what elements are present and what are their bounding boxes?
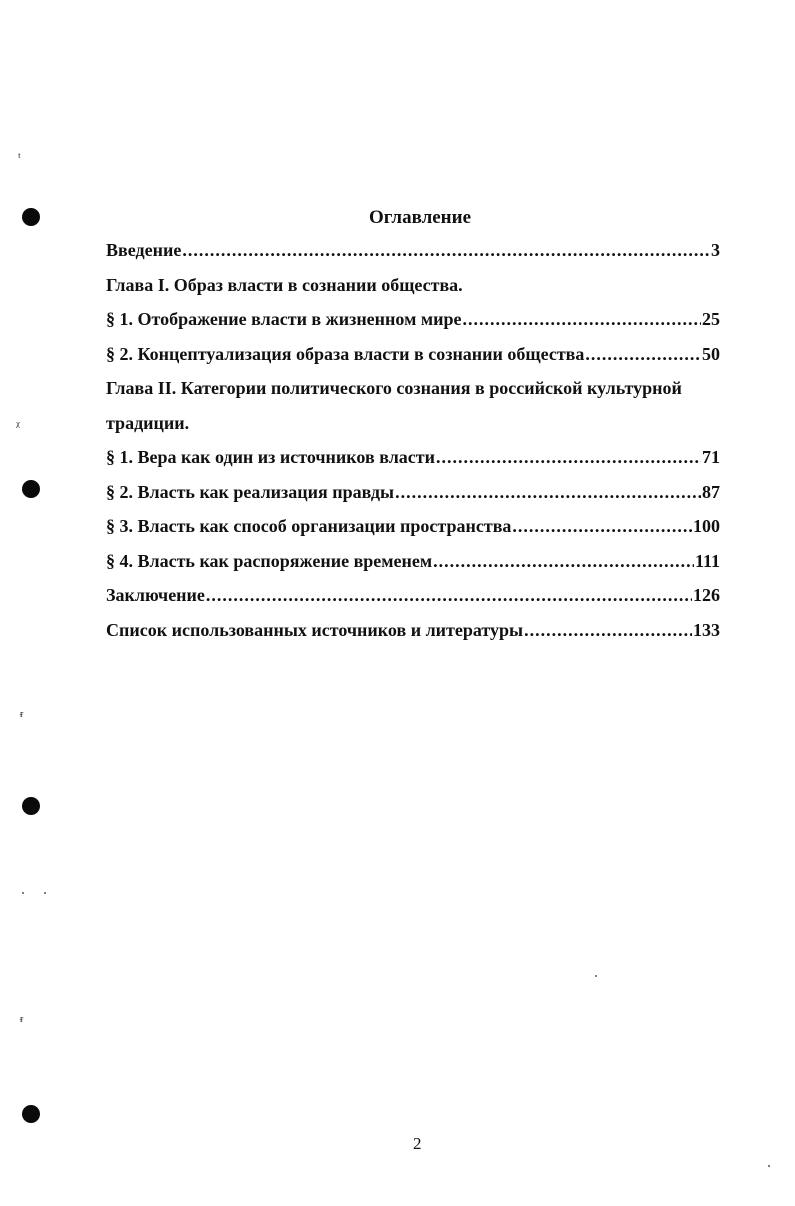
toc-entry-label: Глава II. Категории политического сознания в российской культурной: [106, 378, 682, 398]
toc-leader: [433, 551, 694, 572]
toc-entry: [106, 620, 720, 655]
binder-hole: [22, 480, 40, 498]
toc-chapter-heading-continued: [106, 413, 720, 448]
toc-entry-page: 111: [694, 550, 720, 571]
toc-entry-label: Заключение: [106, 585, 205, 605]
scan-mark: ᵲ: [20, 709, 24, 720]
scan-dot: [22, 892, 24, 894]
toc-leader: [585, 344, 701, 365]
toc-entry-page: 3: [711, 240, 720, 260]
toc-entry-page: 133: [693, 619, 720, 640]
toc-leader: [206, 585, 692, 606]
toc-leader: [436, 447, 701, 468]
page-number: 2: [413, 1134, 422, 1153]
toc-leader: [524, 620, 692, 641]
scan-dot: [768, 1165, 770, 1167]
binder-hole: [22, 1105, 40, 1123]
toc-entry-label: § 1. Отображение власти в жизненном мире: [106, 309, 462, 329]
toc-entry-label: § 4. Власть как распоряжение временем: [106, 550, 433, 571]
toc-entry: [106, 240, 720, 275]
toc-entry: [106, 344, 720, 379]
toc-entry: [106, 585, 720, 620]
toc-entry-page: 71: [702, 447, 720, 467]
scan-mark: ᵗ: [18, 151, 21, 166]
table-of-contents: [106, 240, 720, 654]
toc-entry-page: 25: [702, 309, 720, 329]
toc-leader: [462, 309, 701, 330]
toc-entry-label: § 2. Концептуализация образа власти в сознании общества: [106, 343, 585, 364]
toc-entry: [106, 516, 720, 551]
toc-chapter-heading: [106, 275, 720, 310]
toc-leader: [512, 516, 692, 537]
toc-leader: [395, 482, 701, 503]
toc-entry-label: § 2. Власть как реализация правды: [106, 481, 395, 502]
toc-leader: [182, 240, 710, 261]
scan-dot: [595, 975, 597, 977]
toc-entry: [106, 551, 720, 586]
toc-entry-label: традиции.: [106, 412, 190, 433]
toc-entry-page: 50: [702, 343, 720, 364]
binder-hole: [22, 797, 40, 815]
toc-entry: [106, 309, 720, 344]
toc-entry-page: 87: [702, 481, 720, 502]
toc-entry-label: Глава I. Образ власти в сознании общества.: [106, 274, 463, 295]
toc-entry-label: Список использованных источников и литературы: [106, 619, 524, 640]
toc-entry-page: 126: [693, 585, 720, 605]
toc-entry-label: § 3. Власть как способ организации пространства: [106, 516, 512, 536]
toc-chapter-heading: [106, 378, 720, 413]
scan-mark: ᵡ: [16, 419, 20, 434]
toc-entry-label: Введение: [106, 240, 182, 260]
scan-mark: ᵲ: [20, 1014, 24, 1025]
toc-entry-page: 100: [693, 516, 720, 536]
toc-entry: [106, 447, 720, 482]
toc-entry-label: § 1. Вера как один из источников власти: [106, 447, 435, 467]
toc-entry: [106, 482, 720, 517]
toc-title: Оглавление: [368, 207, 472, 228]
scan-dot: [44, 892, 46, 894]
